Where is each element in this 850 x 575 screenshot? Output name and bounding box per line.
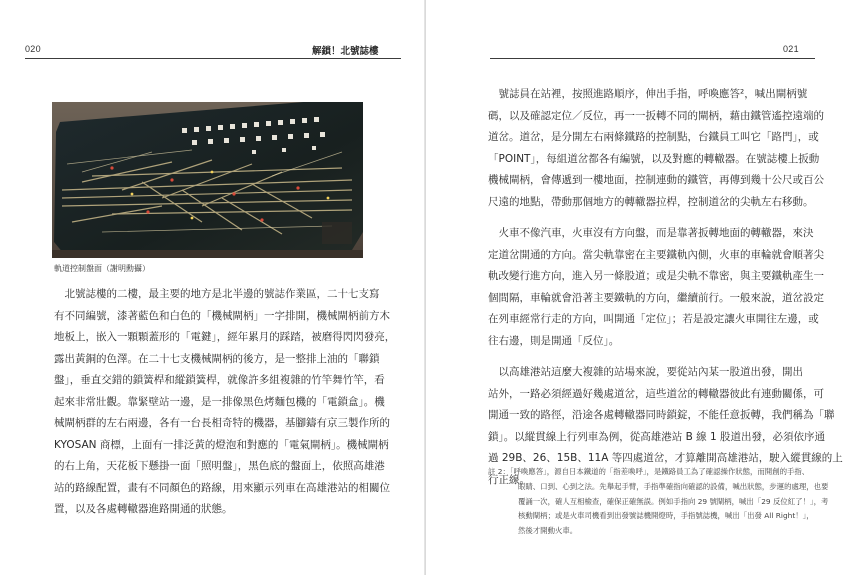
paragraph-signal-operation — [488, 84, 823, 213]
text-line: 機械閘柄，會傳遞到一樓地面，控制連動的鐵管，再傳到幾十公尺或百公 — [488, 174, 824, 186]
text-line: 火車不像汽車，火車沒有方向盤，而是靠著扳轉地面的轉轍器，來決 — [488, 227, 814, 239]
footnote — [488, 465, 829, 539]
text-line: 尺遠的地點，帶動那個地方的轉轍器拉桿，控制道岔的尖軌左右移動。 — [488, 195, 814, 208]
footnote-line: 核動閘柄；或是火車司機看到出發號誌機開燈時，手指號誌機，喊出「出發 All Right！」， — [518, 511, 814, 521]
text-line: 站的路線配置，畫有不同顏色的路線，用來顯示列車在高雄港站的相關位 — [54, 481, 390, 494]
text-line: 以高雄港站這麼大複雜的站場來說，要從站內某一股道出發，開出 — [488, 366, 803, 378]
text-line: 露出黃銅的色澤。在二十七支機械閘柄的後方，是一整排上油的「聯鎖 — [54, 352, 380, 365]
paragraph-switch-direction — [488, 223, 823, 352]
control-panel-photo-drawing — [52, 102, 363, 258]
running-title: 解鎖！北號誌樓 — [312, 46, 379, 57]
text-line: 碼，以及確認定位／反位，再一一扳轉不同的閘柄，藉由鐵管遙控遠端的 — [488, 109, 824, 122]
text-line: 定道岔開通的方向。當尖軌靠密在主要鐵軌內側，火車的車輪就會順著尖 — [488, 248, 824, 261]
right-body-text — [488, 84, 843, 491]
text-line: 站外，一路必須經過好幾處道岔，這些道岔的轉轍器彼此有連動關係，可 — [488, 387, 824, 400]
text-line: 道岔。道岔，是分開左右兩條鐵路的控制點，台鐵員工叫它「路門」，或 — [488, 131, 819, 143]
text-line: 開通一致的路徑，沿途各處轉轍器同時鎖錠，不能任意扳轉，我們稱為「聯 — [488, 409, 835, 421]
text-line: 號誌員在站裡，按照進路順序，伸出手指，呼喚應答²，喊出閘柄號 — [488, 88, 808, 100]
text-line: 的右上角，天花板下懸掛一面「照明盤」，黑色底的盤面上，依照高雄港 — [54, 460, 385, 472]
text-line: 在列車經常行走的方向，叫開通「定位」；若是設定讓火車開往左邊，或 — [488, 313, 819, 325]
text-line: 北號誌樓的二樓，最主要的地方是北半邊的號誌作業區，二十七支寫 — [54, 288, 380, 300]
text-line: 地板上，嵌入一顆顆蓋形的「電鍵」，經年累月的踩踏，被磨得閃閃發亮， — [54, 331, 396, 343]
text-line: 起來非常壯觀。靠緊壁站一邊，是一排像黑色烤麵包機的「電鎖盒」。機 — [54, 395, 385, 408]
header-rule-right — [490, 58, 815, 59]
text-line: 往右邊，則是開通「反位」。 — [488, 334, 620, 347]
text-line: 過 29B、26、15B、11A 等四處道岔，才算離開高雄港站，駛入縱貫線的上 — [488, 452, 843, 464]
page-number-right: 021 — [783, 44, 799, 54]
photo-caption: 軌道控制盤面（謝明勳攝） — [54, 264, 150, 273]
text-line: 行正線。 — [488, 473, 530, 486]
footnote-line: 然後才開動火車。 — [518, 526, 578, 536]
text-line: KYOSAN 商標，上面有一排泛黃的燈泡和對應的「電氣閘柄」。機械閘柄 — [54, 438, 389, 451]
text-line: 軌改變行進方向，進入另一條股道；或是尖軌不靠密，與主要鐵軌產生一 — [488, 270, 824, 282]
text-line: 有不同編號，漆著藍色和白色的「機械閘柄」一字排開，機械閘柄前方木 — [54, 309, 390, 322]
text-line: 「POINT」，每組道岔都各有編號，以及對應的轉轍器。在號誌樓上扳動 — [488, 152, 820, 165]
page-number-left: 020 — [25, 44, 41, 54]
text-line: 個間隔，車輪就會沿著主要鐵軌的方向，繼續前行。一般來說，道岔設定 — [488, 291, 824, 304]
text-line: 鎖」。以縱貫線上行列車為例，從高雄港站 B 線 1 股道出發，必須依序通 — [488, 430, 825, 443]
footnote-line: 眼睛、口到、心到之法。先舉起手臂，手指準確指向確認的設備，喊出狀態，步運的處理，也要 — [518, 481, 829, 491]
footnote-line: 覆誦一次，確人互相檢查，確保正確無誤。例如手指向 29 號閘柄，喊出「29 反位紅了！」，考 — [518, 496, 829, 506]
footnote-line: 註 2：「呼喚應答」，源自日本鐵道的「指差喚呼」，是鐵路員工為了確認操作狀態，而開創的手指、 — [488, 467, 810, 476]
header-rule-left — [25, 58, 401, 59]
control-panel-photo — [52, 102, 363, 258]
text-line: 盤」，垂直交錯的鎖簧桿和縱鎖簧桿，就像許多組複雜的竹竿舞竹竿，看 — [54, 374, 385, 386]
right-page — [425, 0, 850, 575]
text-line: 置，以及各處轉轍器進路開通的狀態。 — [54, 503, 233, 515]
left-body-paragraph — [54, 284, 396, 521]
text-line: 械閘柄群的左右兩邊，各有一台長相奇特的機器，基腳鑄有京三製作所的 — [54, 417, 390, 429]
